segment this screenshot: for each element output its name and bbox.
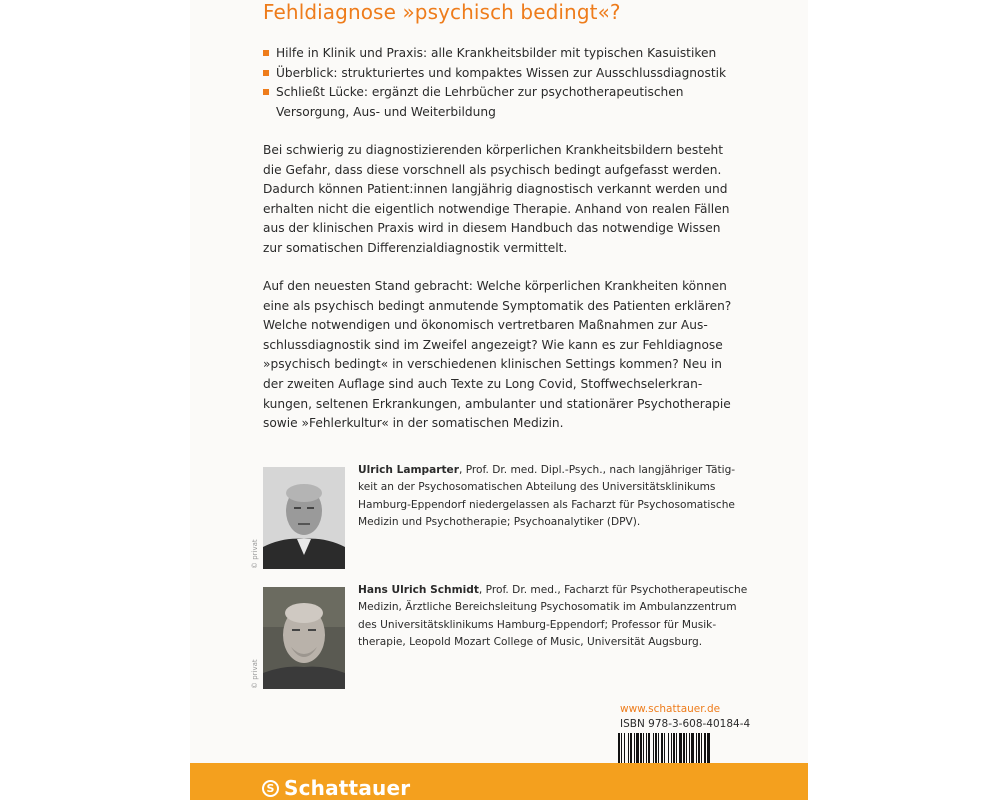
barcode-bar (673, 733, 675, 763)
barcode-bar (686, 733, 687, 763)
barcode-bar (646, 733, 647, 763)
barcode-bar (676, 733, 677, 763)
barcode-bar (661, 733, 663, 763)
barcode-bar (683, 733, 685, 763)
author-photo (263, 467, 345, 569)
barcode-bar (618, 733, 620, 763)
barcode-bar (671, 733, 672, 763)
author-bio: Ulrich Lamparter, Prof. Dr. med. Dipl.-Psych., nach langjähriger Tätig-keit an der Psychosomatischen Abteilung des Universitätsklinikums Hamburg-Eppendorf niedergelassen als Facharzt für Psychosomatische Medizin und Psychotherapie; Psychoanalytiker (DPV). (358, 464, 736, 529)
barcode-bar (621, 733, 622, 763)
barcode-bar (655, 733, 657, 763)
isbn-barcode (618, 733, 736, 763)
photo-credit: © privat (251, 659, 259, 689)
barcode-bar (658, 733, 659, 763)
barcode-bar (648, 733, 650, 763)
barcode-bar (701, 733, 702, 763)
photo-credit: © privat (251, 539, 259, 569)
barcode-bar (634, 733, 635, 763)
barcode-bar (691, 733, 694, 763)
author-name: Hans Ulrich Schmidt (358, 584, 479, 596)
author-name: Ulrich Lamparter (358, 464, 459, 476)
list-item: Schließt Lücke: ergänzt die Lehrbücher zur psychotherapeutischen Versorgung, Aus- und Weiterbildung (263, 83, 743, 122)
barcode-bar (689, 733, 690, 763)
feature-list (263, 44, 743, 122)
bullet-square-icon (263, 50, 269, 56)
publisher-name: Schattauer (284, 776, 411, 800)
list-item: Überblick: strukturiertes und kompaktes Wissen zur Ausschlussdiagnostik (263, 64, 743, 84)
publisher-logo (262, 776, 410, 800)
author-photo (263, 587, 345, 689)
author-bio: Hans Ulrich Schmidt, Prof. Dr. med., Facharzt für Psychotherapeutische Medizin, Ärztliche Bereichsleitung Psychosomatik im Ambulanzzentrum des Universitätsklinikums Hamburg-Eppendorf; Professor für Musik-therapie, Leopold Mozart College of Music, Universität Augsburg. (358, 584, 748, 649)
barcode-bar (630, 733, 632, 763)
publisher-url[interactable]: www.schattauer.de (620, 703, 721, 715)
barcode-bar (696, 733, 697, 763)
list-item: Hilfe in Klinik und Praxis: alle Krankheitsbilder mit typischen Kasuistiken (263, 44, 743, 64)
barcode-bar (707, 733, 710, 763)
barcode-bar (624, 733, 625, 763)
headline: Fehldiagnose »psychisch bedingt«? (263, 0, 621, 24)
schattauer-logo-icon: S (262, 780, 279, 797)
barcode-bar (664, 733, 665, 763)
bullet-square-icon (263, 89, 269, 95)
barcode-bar (628, 733, 629, 763)
isbn-label: ISBN 978-3-608-40184-4 (620, 718, 751, 730)
barcode-bar (653, 733, 654, 763)
barcode-bar (668, 733, 669, 763)
barcode-bar (679, 733, 682, 763)
barcode-bar (704, 733, 706, 763)
description-paragraph: Auf den neuesten Stand gebracht: Welche körperlichen Krankheiten können eine als psychisch bedingt anmutende Symptomatik des Patienten erklären? Welche notwendigen und ökonomisch vertretbaren Maßnahmen zur Aus-schlussdiagnostik sind im Zweifel angezeigt? Wie kann es zur Fehldiagnose »psychisch bedingt« in verschiedenen klinischen Settings kommen? Neu in der zweiten Auflage sind auch Texte zu Long Covid, Stoffwechselerkran-kungen, seltenen Erkrankungen, ambulanter und stationärer Psychotherapie sowie »Fehlerkultur« in der somatischen Medizin. (263, 279, 732, 431)
barcode-bar (698, 733, 700, 763)
barcode-bar (643, 733, 644, 763)
description-paragraph: Bei schwierig zu diagnostizierenden körperlichen Krankheitsbildern besteht die Gefahr, dass diese vorschnell als psychisch bedingt aufgefasst werden. Dadurch können Patient:innen langjährig diagnostisch verkannt werden und erhalten nicht die eigentlich notwendige Therapie. Anhand von realen Fällen aus der klinischen Praxis wird in diesem Handbuch das notwendige Wissen zur somatischen Differenzialdiagnostik vermittelt. (263, 143, 730, 255)
barcode-bar (636, 733, 639, 763)
barcode-bar (640, 733, 642, 763)
bullet-square-icon (263, 70, 269, 76)
